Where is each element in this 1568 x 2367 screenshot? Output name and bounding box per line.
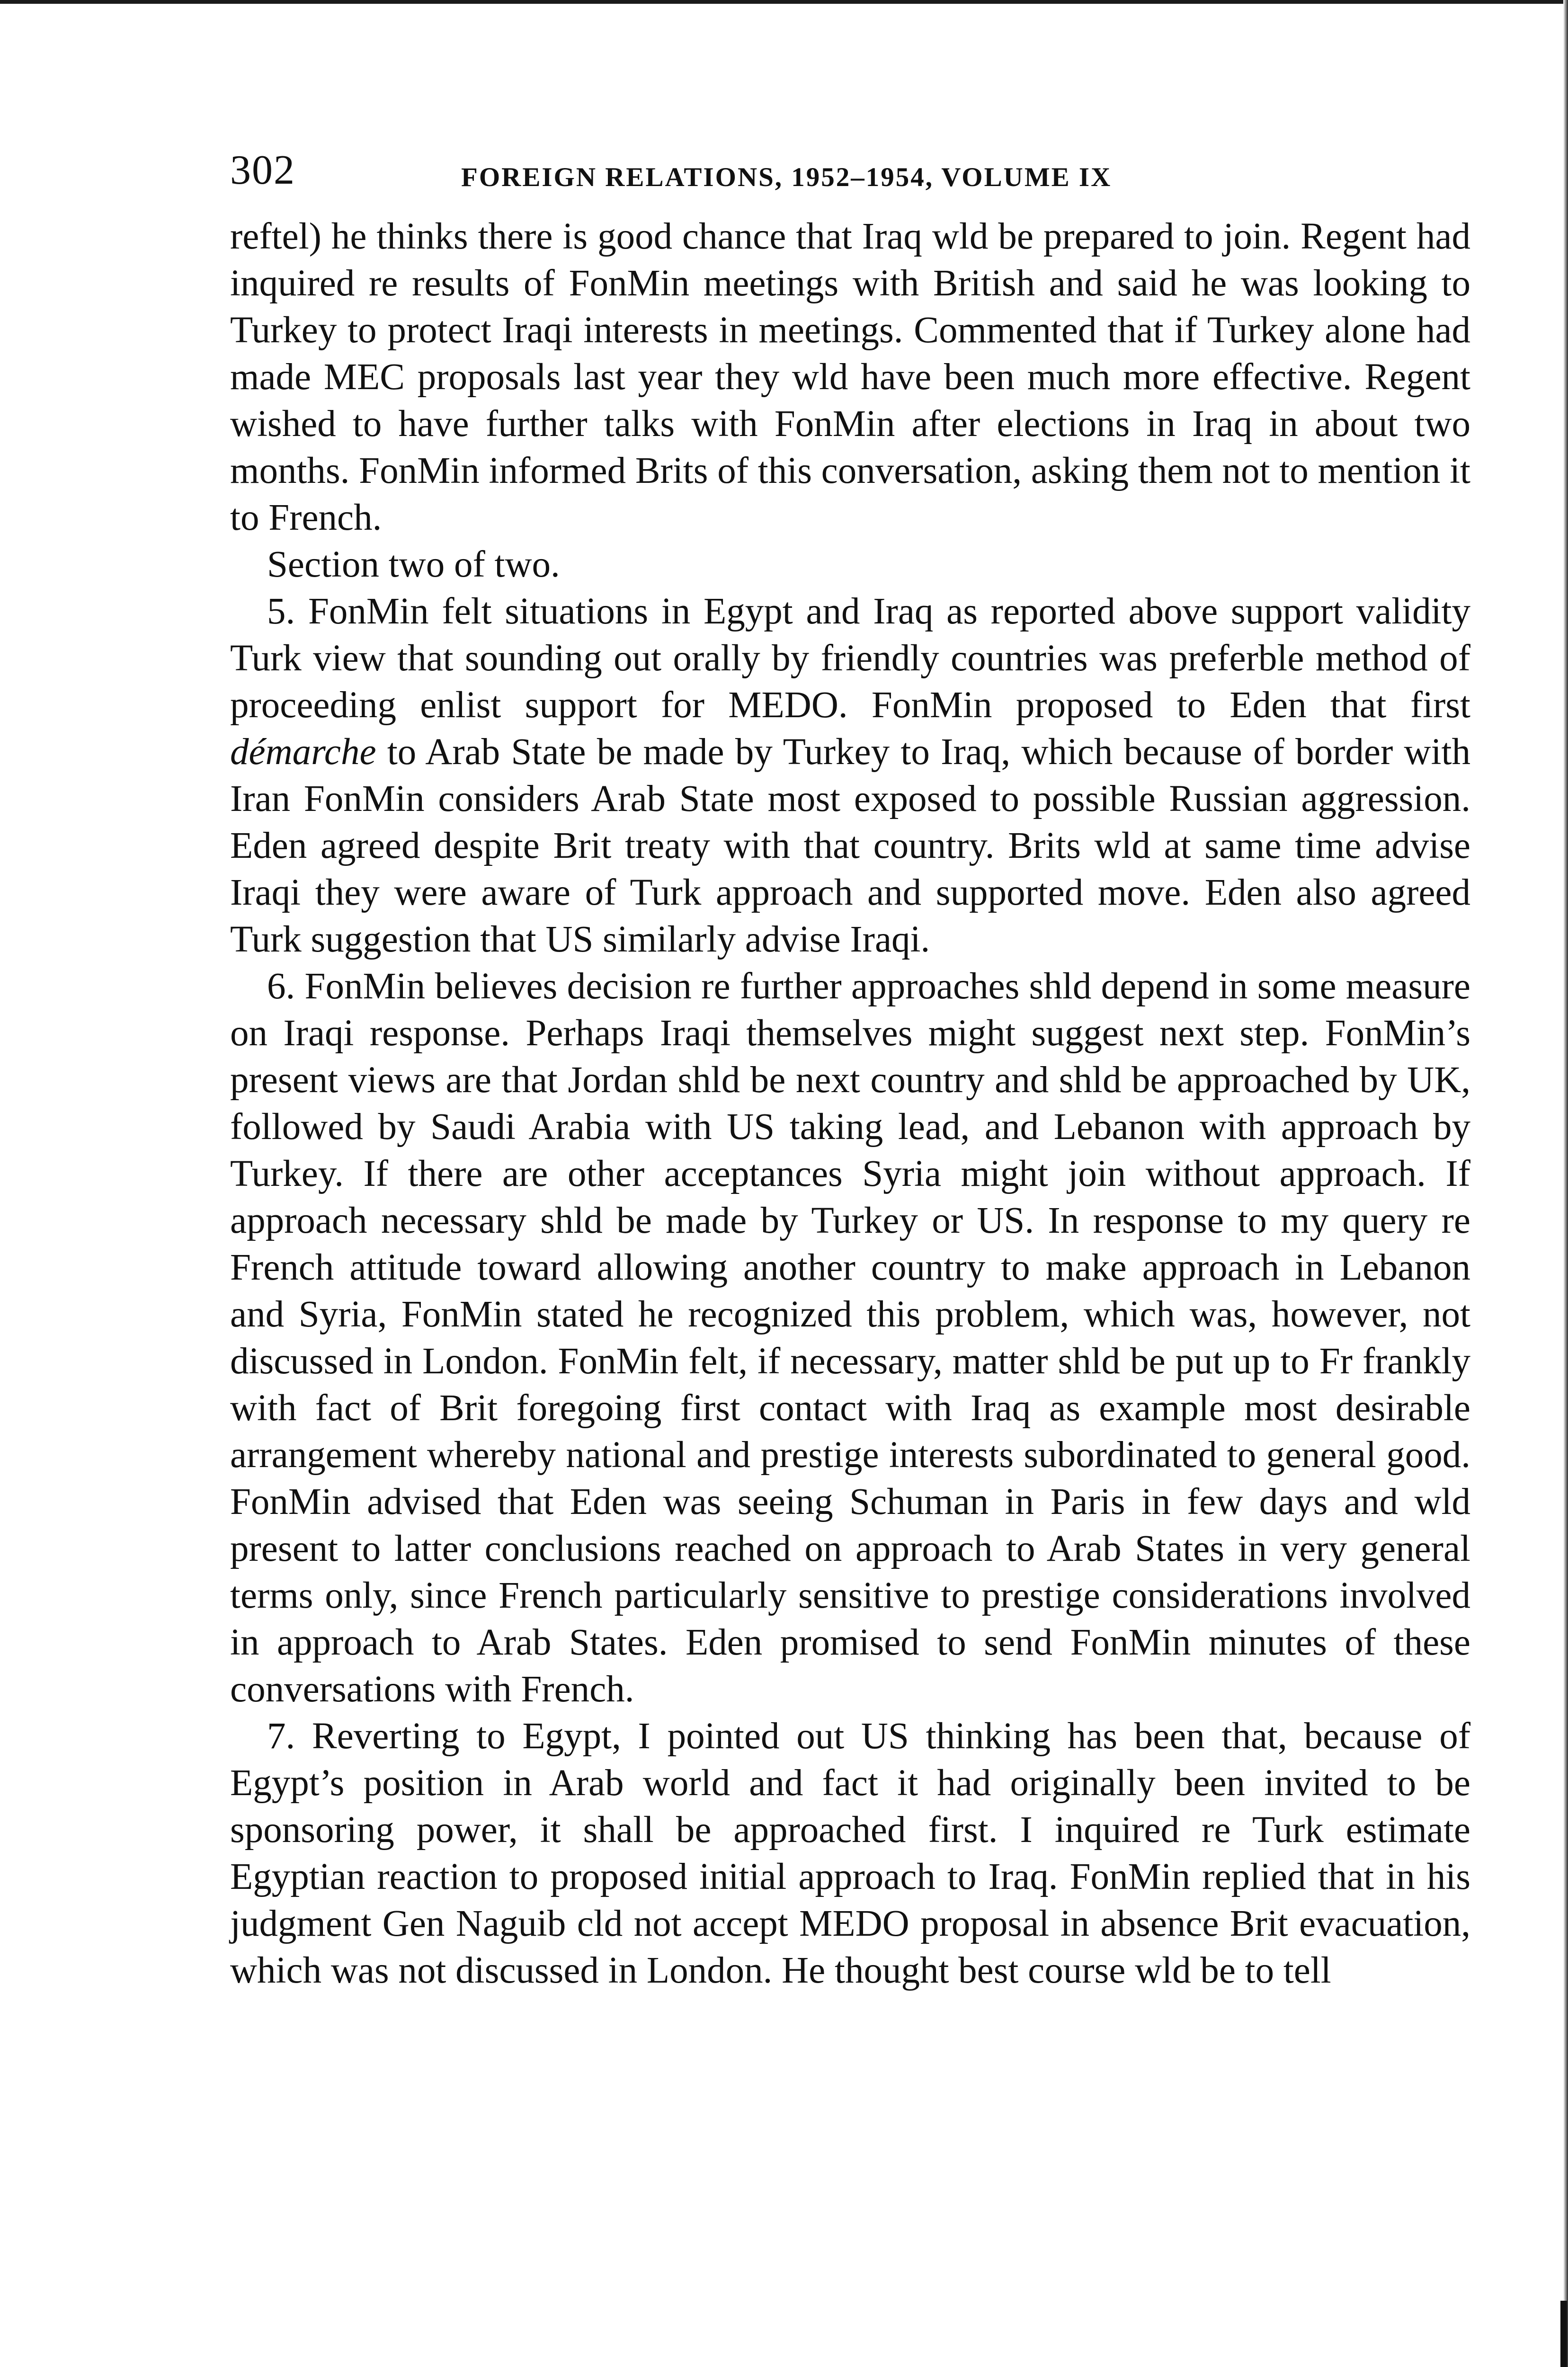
scan-right-edge	[1563, 0, 1568, 2367]
running-head	[230, 142, 1470, 213]
paragraph-section-note: Section two of two.	[267, 544, 560, 585]
scan-edge-mark	[1560, 2301, 1567, 2367]
paragraph-5	[230, 588, 1470, 963]
paragraph-7: 7. Reverting to Egypt, I pointed out US thinking has been that, because of Egypt’s position in Arab world and fact it had originally been invited to be sponsoring power, it shall be approached first. I inquired re Turk estimate Egyptian reaction to proposed initial approach to Iraq. FonMin replied that in his judgment Gen Naguib cld not accept MEDO proposal in absence Brit evacuation, which was not discussed in London. He thought best course wld be to tell	[230, 1716, 1470, 1991]
scan-top-edge	[0, 0, 1568, 4]
paragraph-5-italic-term: démarche	[230, 731, 376, 773]
paragraph-5-text-b: to Arab State be made by Turkey to Iraq, which because of border with Iran FonMin considers Arab State most exposed to possible Russian aggression. Eden agreed despite Brit treaty with that country. Brits wld at same time advise Iraqi they were aware of Turk approach and supported move. Eden also agreed Turk suggestion that US similarly advise Iraqi.	[230, 731, 1471, 960]
body-text	[230, 213, 1470, 1994]
page-number: 302	[230, 147, 295, 193]
paragraph-5-text-a: 5. FonMin felt situations in Egypt and Iraq as reported above support validity Turk view that sounding out orally by friendly countries was preferble method of proceeding enlist support for MEDO. FonMin proposed to Eden that first	[230, 591, 1470, 726]
paragraph-continuation: reftel) he thinks there is good chance that Iraq wld be prepared to join. Regent had inquired re results of FonMin meetings with British and said he was looking to Turkey to protect Iraqi interests in meetings. Commented that if Turkey alone had made MEC proposals last year they wld have been much more effective. Regent wished to have further talks with FonMin after elections in Iraq in about two months. FonMin informed Brits of this conversation, asking them not to mention it to French.	[230, 216, 1470, 538]
running-head-title: FOREIGN RELATIONS, 1952–1954, VOLUME IX	[461, 162, 1112, 192]
paragraph-6: 6. FonMin believes decision re further approaches shld depend in some measure on Iraqi response. Perhaps Iraqi themselves might suggest next step. FonMin’s present views are that Jordan shld be next country and shld be approached by UK, followed by Saudi Arabia with US taking lead, and Lebanon with approach by Turkey. If there are other acceptances Syria might join without approach. If approach necessary shld be made by Turkey or US. In response to my query re French attitude toward allowing another country to make approach in Lebanon and Syria, FonMin stated he recognized this problem, which was, however, not discussed in London. FonMin felt, if necessary, matter shld be put up to Fr frankly with fact of Brit foregoing first contact with Iraq as example most desirable arrangement whereby national and prestige interests subordinated to general good. FonMin advised that Eden was seeing Schuman in Paris in few days and wld present to latter conclusions reached on approach to Arab States in very general terms only, since French particularly sensitive to prestige considerations involved in approach to Arab States. Eden promised to send FonMin minutes of these conversations with French.	[230, 966, 1470, 1710]
document-page	[230, 142, 1470, 1994]
